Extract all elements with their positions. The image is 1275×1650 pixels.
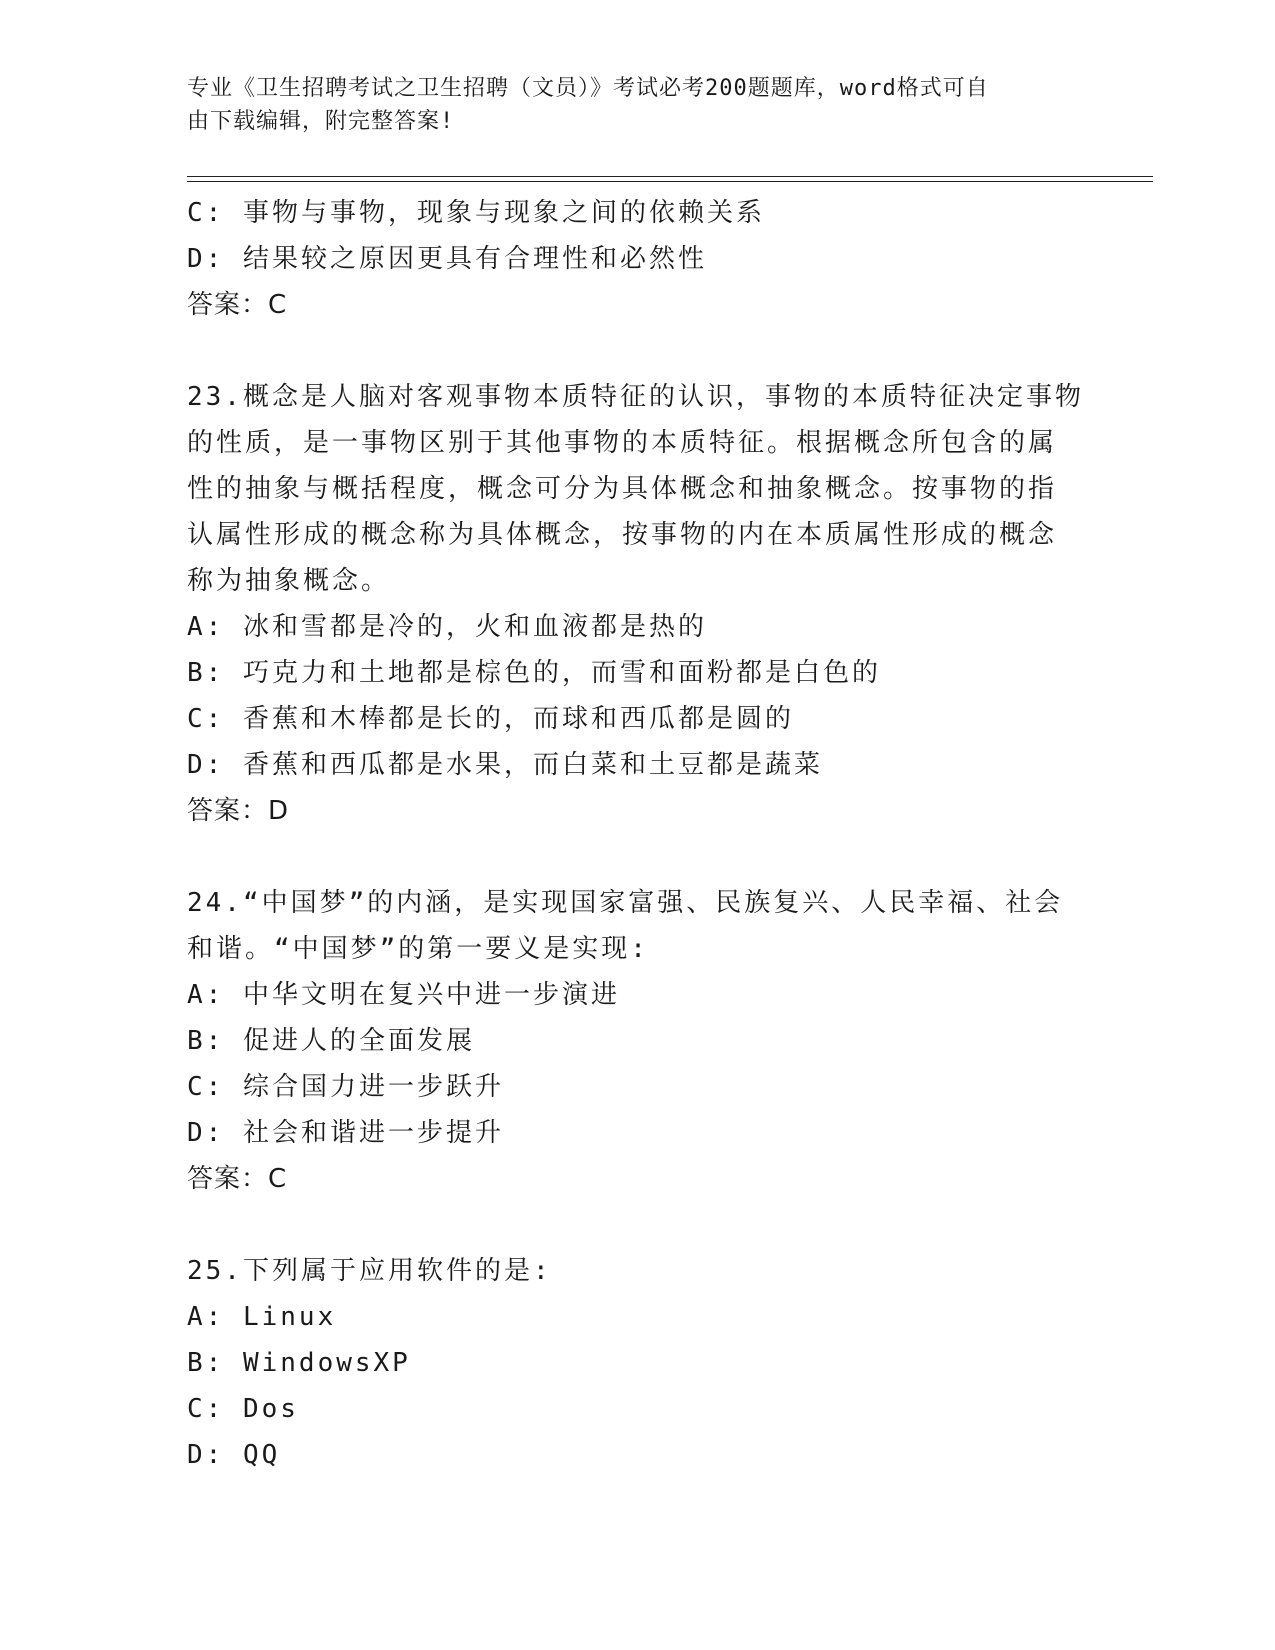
answer-line: 答案：D: [187, 796, 290, 826]
answer-line: 答案：C: [187, 290, 288, 320]
option-c: C: 事物与事物，现象与现象之间的依赖关系: [187, 198, 765, 228]
question-text-line: 25.下列属于应用软件的是:: [187, 1256, 552, 1286]
question-text-line: 称为抽象概念。: [187, 566, 391, 596]
option-a: A: 中华文明在复兴中进一步演进: [187, 980, 620, 1010]
spacer: [187, 834, 1087, 880]
question-text-line: 性的抽象与概括程度，概念可分为具体概念和抽象概念。按事物的指: [187, 474, 1058, 504]
spacer: [187, 1202, 1087, 1248]
option-b: B: 促进人的全面发展: [187, 1026, 475, 1056]
answer-line: 答案：C: [187, 1164, 288, 1194]
question-text-line: 的性质，是一事物区别于其他事物的本质特征。根据概念所包含的属: [187, 428, 1058, 458]
option-d: D: QQ: [187, 1440, 281, 1470]
option-d: D: 香蕉和西瓜都是水果，而白菜和土豆都是蔬菜: [187, 750, 823, 780]
option-b: B: 巧克力和土地都是棕色的，而雪和面粉都是白色的: [187, 658, 881, 688]
document-header: [187, 72, 1067, 138]
question-23: [187, 374, 1087, 834]
option-d: D: 社会和谐进一步提升: [187, 1118, 504, 1148]
header-divider-top: [187, 176, 1153, 177]
question-22-tail: [187, 190, 1087, 328]
question-text-line: 认属性形成的概念称为具体概念，按事物的内在本质属性形成的概念: [187, 520, 1058, 550]
question-24: [187, 880, 1087, 1202]
spacer: [187, 328, 1087, 374]
option-d: D: 结果较之原因更具有合理性和必然性: [187, 244, 707, 274]
option-b: B: WindowsXP: [187, 1348, 411, 1378]
question-text-line: 23.概念是人脑对客观事物本质特征的认识，事物的本质特征决定事物: [187, 382, 1084, 412]
question-25: [187, 1248, 1087, 1478]
option-c: C: Dos: [187, 1394, 299, 1424]
question-text-line: 24.“中国梦”的内涵，是实现国家富强、民族复兴、人民幸福、社会: [187, 888, 1064, 918]
question-text-line: 和谐。“中国梦”的第一要义是实现:: [187, 934, 649, 964]
header-line-2: 由下载编辑，附完整答案!: [187, 109, 455, 134]
document-body: [187, 190, 1087, 1478]
option-c: C: 综合国力进一步跃升: [187, 1072, 504, 1102]
header-line-1: 专业《卫生招聘考试之卫生招聘（文员）》考试必考200题题库，word格式可自: [187, 76, 989, 101]
option-a: A: 冰和雪都是冷的，火和血液都是热的: [187, 612, 707, 642]
option-a: A: Linux: [187, 1302, 337, 1332]
header-divider-bottom: [187, 181, 1153, 182]
option-c: C: 香蕉和木棒都是长的，而球和西瓜都是圆的: [187, 704, 794, 734]
